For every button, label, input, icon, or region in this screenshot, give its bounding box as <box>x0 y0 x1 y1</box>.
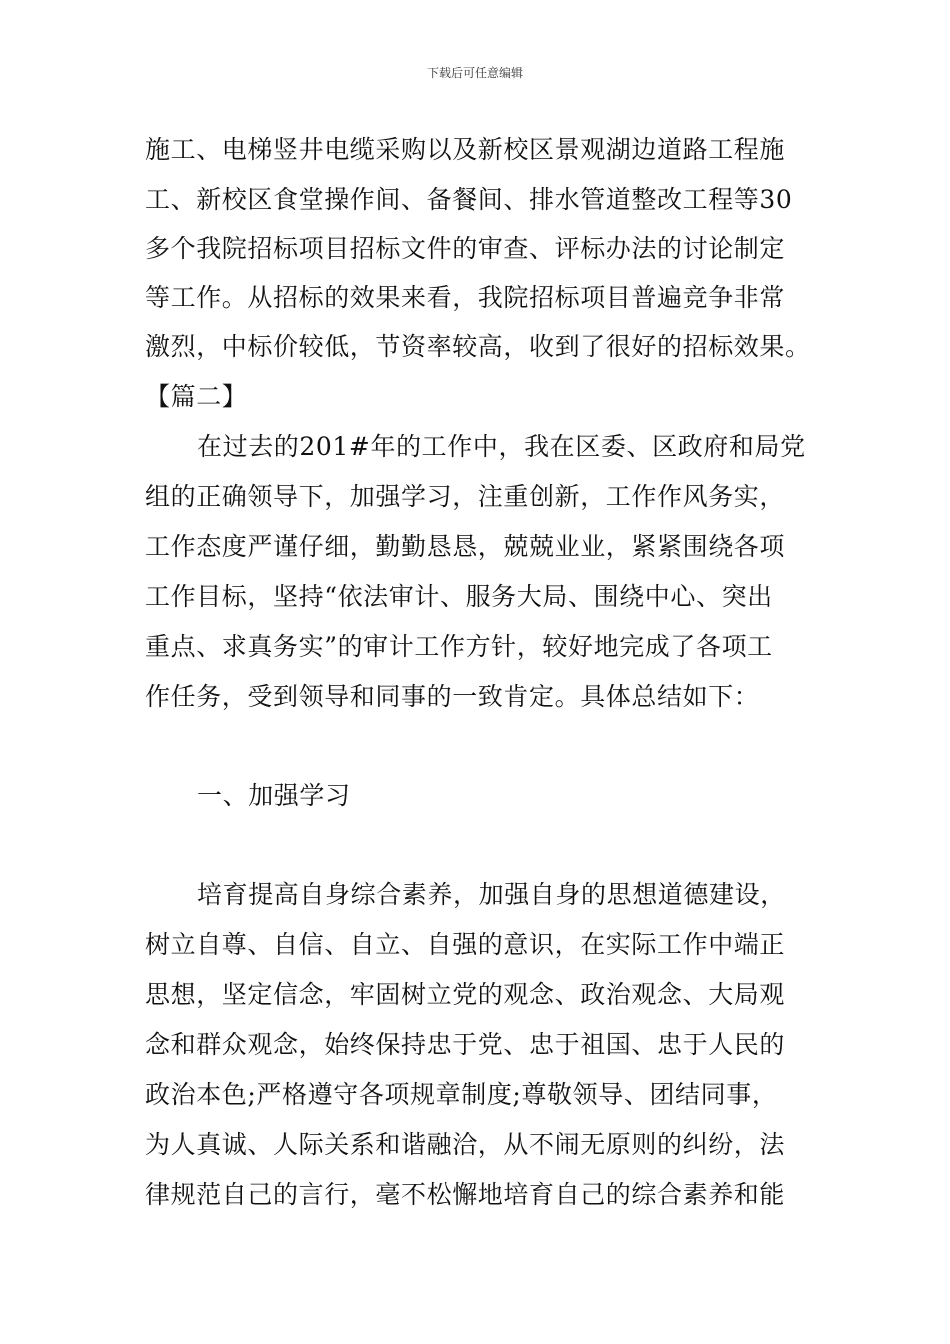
subsection-heading: 一、加强学习 <box>197 781 351 810</box>
paragraph-line: 培育提高自身综合素养，加强自身的思想道德建设， <box>197 880 786 909</box>
paragraph-line: 政治本色;严格遵守各项规章制度;尊敬领导、团结同事， <box>145 1080 778 1109</box>
paragraph-line: 多个我院招标项目招标文件的审查、评标办法的讨论制定 <box>145 234 786 263</box>
paragraph-line: 工作态度严谨仔细，勤勤恳恳，兢兢业业，紧紧围绕各项 <box>145 532 786 561</box>
paragraph-line: 念和群众观念，始终保持忠于党、忠于祖国、忠于人民的 <box>145 1030 786 1059</box>
paragraph-line: 组的正确领导下，加强学习，注重创新，工作作风务实， <box>145 482 786 511</box>
paragraph-line: 施工、电梯竖井电缆采购以及新校区景观湖边道路工程施 <box>145 135 786 164</box>
paragraph-line: 激烈，中标价较低，节资率较高，收到了很好的招标效果。 <box>145 332 811 361</box>
paragraph-line: 工、新校区食堂操作间、备餐间、排水管道整改工程等30 <box>145 185 793 214</box>
paragraph-line: 在过去的201#年的工作中，我在区委、区政府和局党 <box>197 432 806 461</box>
paragraph-line: 思想，坚定信念，牢固树立党的观念、政治观念、大局观 <box>145 980 786 1009</box>
paragraph-line: 重点、求真务实”的审计工作方针，较好地完成了各项工 <box>145 632 773 661</box>
paragraph-line: 作任务，受到领导和同事的一致肯定。具体总结如下： <box>145 682 760 711</box>
page-header: 下载后可任意编辑 <box>426 66 523 80</box>
paragraph-line: 树立自尊、自信、自立、自强的意识，在实际工作中端正 <box>145 930 786 959</box>
paragraph-line: 等工作。从招标的效果来看，我院招标项目普遍竞争非常 <box>145 283 786 312</box>
paragraph-line: 工作目标，坚持“依法审计、服务大局、围绕中心、突出 <box>145 582 773 611</box>
section-heading: 【篇二】 <box>145 382 248 411</box>
paragraph-line: 律规范自己的言行，毫不松懈地培育自己的综合素养和能 <box>145 1180 786 1209</box>
paragraph-line: 为人真诚、人际关系和谐融洽，从不闹无原则的纠纷，法 <box>145 1130 786 1159</box>
